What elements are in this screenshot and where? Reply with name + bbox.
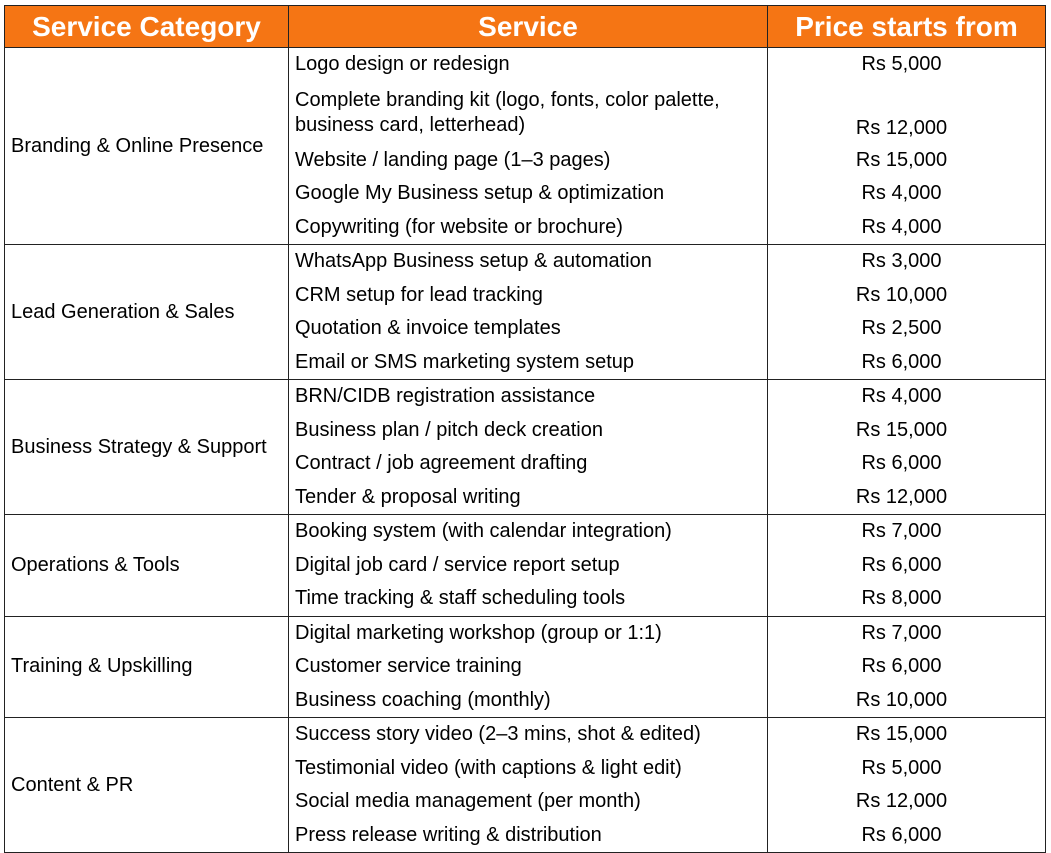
- category-cell: Lead Generation & Sales: [5, 245, 289, 380]
- table-row: [5, 48, 1046, 82]
- service-cell: BRN/CIDB registration assistance: [289, 380, 768, 414]
- category-cell: Branding & Online Presence: [5, 48, 289, 245]
- price-cell: Rs 6,000: [768, 549, 1046, 583]
- category-cell: Business Strategy & Support: [5, 380, 289, 515]
- service-cell: Website / landing page (1–3 pages): [289, 144, 768, 178]
- price-cell: Rs 10,000: [768, 279, 1046, 313]
- price-cell: Rs 12,000: [768, 481, 1046, 515]
- service-cell: Tender & proposal writing: [289, 481, 768, 515]
- category-cell: Operations & Tools: [5, 515, 289, 617]
- service-cell: Business plan / pitch deck creation: [289, 414, 768, 448]
- category-cell: Training & Upskilling: [5, 616, 289, 718]
- price-cell: Rs 4,000: [768, 177, 1046, 211]
- price-cell: Rs 6,000: [768, 819, 1046, 853]
- price-cell: Rs 6,000: [768, 447, 1046, 481]
- service-cell: Google My Business setup & optimization: [289, 177, 768, 211]
- table-row: [5, 515, 1046, 549]
- price-cell: Rs 15,000: [768, 144, 1046, 178]
- price-cell: Rs 7,000: [768, 616, 1046, 650]
- price-cell: Rs 3,000: [768, 245, 1046, 279]
- service-cell: Digital marketing workshop (group or 1:1): [289, 616, 768, 650]
- service-cell: Complete branding kit (logo, fonts, color palette, business card, letterhead): [289, 82, 768, 144]
- pricing-table: [4, 5, 1046, 853]
- service-cell: Social media management (per month): [289, 785, 768, 819]
- price-cell: Rs 4,000: [768, 211, 1046, 245]
- service-cell: WhatsApp Business setup & automation: [289, 245, 768, 279]
- header-price: Price starts from: [768, 6, 1046, 48]
- service-cell: Testimonial video (with captions & light edit): [289, 752, 768, 786]
- price-cell: Rs 8,000: [768, 582, 1046, 616]
- service-cell: Digital job card / service report setup: [289, 549, 768, 583]
- price-cell: Rs 2,500: [768, 312, 1046, 346]
- pricing-table-container: [4, 5, 1046, 853]
- service-cell: Time tracking & staff scheduling tools: [289, 582, 768, 616]
- price-cell: Rs 5,000: [768, 48, 1046, 82]
- price-cell: Rs 6,000: [768, 346, 1046, 380]
- table-row: [5, 616, 1046, 650]
- table-row: [5, 245, 1046, 279]
- table-row: [5, 380, 1046, 414]
- table-body: [5, 48, 1046, 853]
- service-cell: Success story video (2–3 mins, shot & edited): [289, 718, 768, 752]
- table-header: [5, 6, 1046, 48]
- price-cell: Rs 15,000: [768, 718, 1046, 752]
- price-cell: Rs 15,000: [768, 414, 1046, 448]
- price-cell: Rs 6,000: [768, 650, 1046, 684]
- service-cell: Customer service training: [289, 650, 768, 684]
- price-cell: Rs 12,000: [768, 785, 1046, 819]
- price-cell: Rs 4,000: [768, 380, 1046, 414]
- service-cell: Copywriting (for website or brochure): [289, 211, 768, 245]
- category-cell: Content & PR: [5, 718, 289, 853]
- service-cell: Quotation & invoice templates: [289, 312, 768, 346]
- price-cell: Rs 7,000: [768, 515, 1046, 549]
- service-cell: Contract / job agreement drafting: [289, 447, 768, 481]
- header-row: [5, 6, 1046, 48]
- service-cell: Business coaching (monthly): [289, 684, 768, 718]
- service-cell: Booking system (with calendar integration): [289, 515, 768, 549]
- header-service-category: Service Category: [5, 6, 289, 48]
- price-cell: Rs 5,000: [768, 752, 1046, 786]
- table-row: [5, 718, 1046, 752]
- service-cell: Email or SMS marketing system setup: [289, 346, 768, 380]
- price-cell: Rs 12,000: [768, 82, 1046, 144]
- price-cell: Rs 10,000: [768, 684, 1046, 718]
- service-cell: Logo design or redesign: [289, 48, 768, 82]
- service-cell: CRM setup for lead tracking: [289, 279, 768, 313]
- service-cell: Press release writing & distribution: [289, 819, 768, 853]
- header-service: Service: [289, 6, 768, 48]
